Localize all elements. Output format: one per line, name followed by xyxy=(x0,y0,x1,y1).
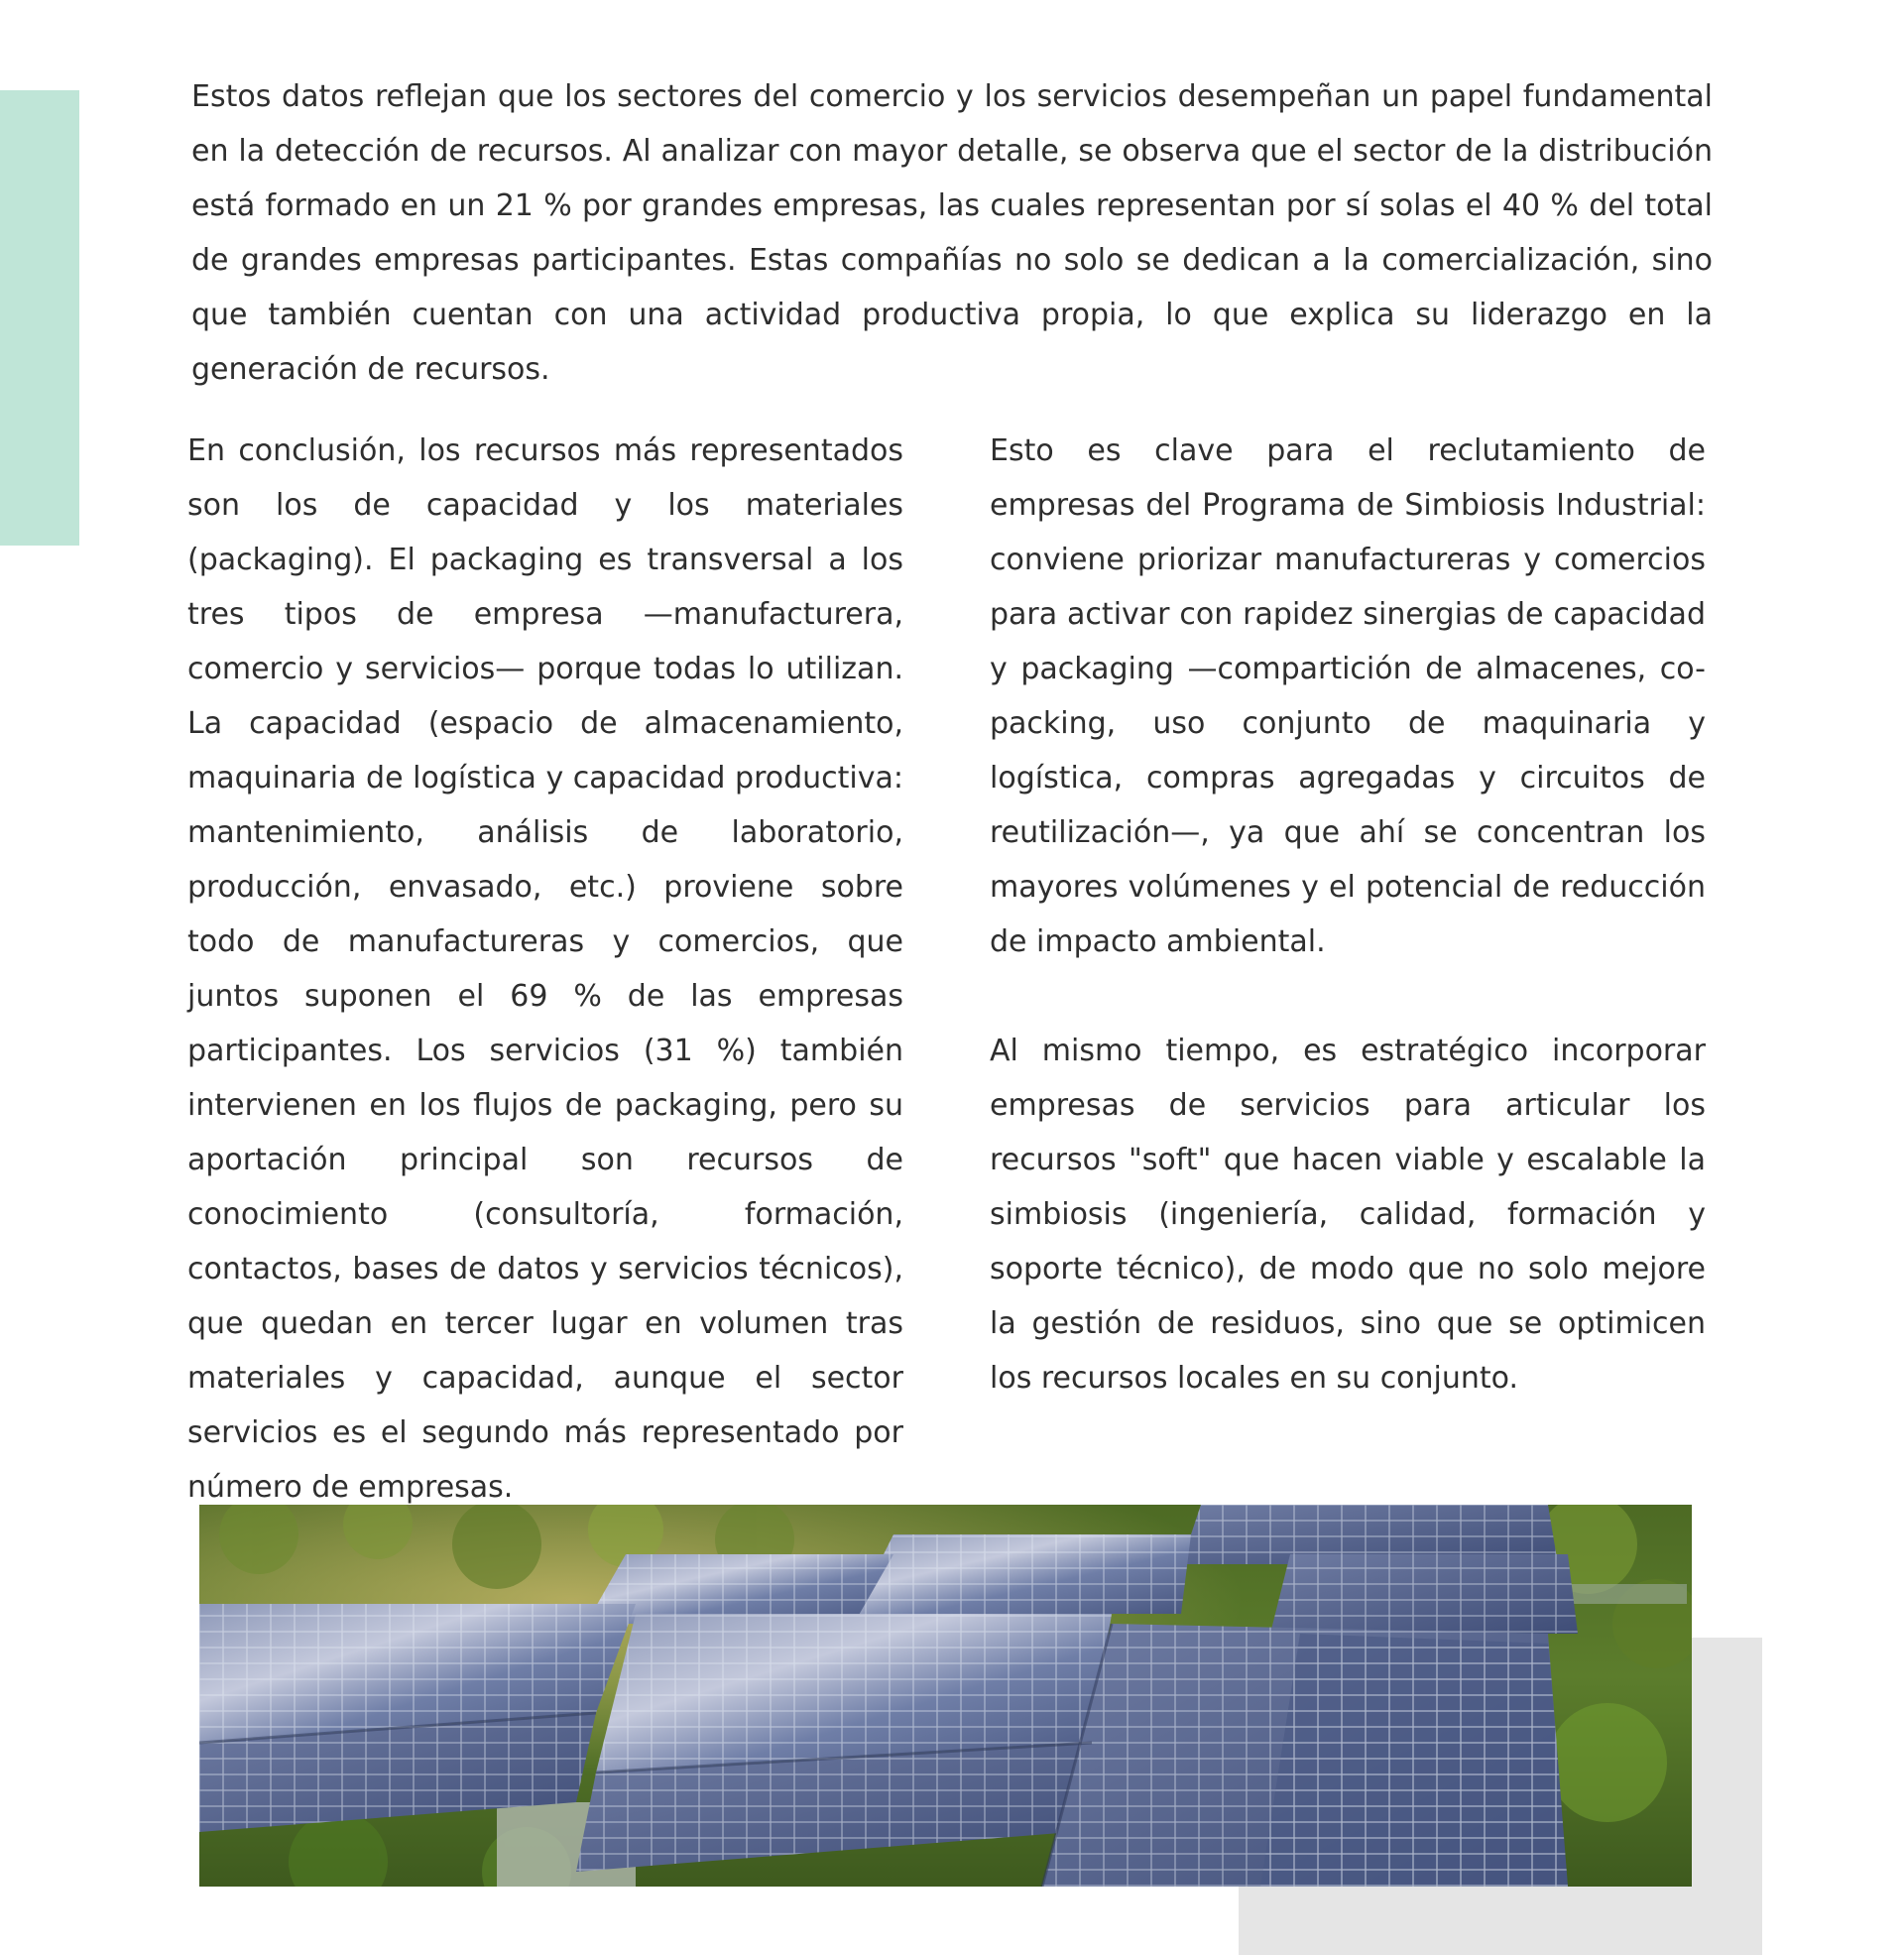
solar-panels-photo xyxy=(199,1505,1692,1887)
right-column xyxy=(990,424,1706,1405)
accent-bar xyxy=(0,90,79,546)
left-column xyxy=(187,424,903,1515)
intro-paragraph: Estos datos reflejan que los sectores del comercio y los servicios desempeñan un papel fundamental en la detección de recursos. Al analizar con mayor detalle, se observa que el sector de la distribución está formado en un 21 % por grandes empresas, las cuales representan por sí solas el 40 % del total de grandes empresas participantes. Estas compañías no solo se dedican a la comercialización, sino que también cuentan con una actividad productiva propia, lo que explica su liderazgo en la generación de recursos. xyxy=(191,79,1713,387)
strategy-paragraph: Al mismo tiempo, es estratégico incorporar empresas de servicios para articular los recursos "soft" que hacen viable y escalable la simbiosis (ingeniería, calidad, formación y soporte técnico), de modo que no solo mejore la gestión de residuos, sino que se optimicen los recursos locales en su conjunto. xyxy=(990,1034,1706,1396)
conclusion-paragraph: En conclusión, los recursos más representados son los de capacidad y los materiales (packaging). El packaging es transversal a los tres tipos de empresa —manufacturera, comercio y servicios— porque todas lo utilizan. La capacidad (espacio de almacenamiento, maquinaria de logística y capacidad productiva: mantenimiento, análisis de laboratorio, producción, envasado, etc.) proviene sobre todo de manufactureras y comercios, que juntos suponen el 69 % de las empresas participantes. Los servicios (31 %) también intervienen en los flujos de packaging, pero su aportación principal son recursos de conocimiento (consultoría, formación, contactos, bases de datos y servicios técnicos), que quedan en tercer lugar en volumen tras materiales y capacidad, aunque el sector servicios es el segundo más representado por número de empresas. xyxy=(187,433,903,1505)
recruitment-paragraph: Esto es clave para el reclutamiento de empresas del Programa de Simbiosis Industrial: conviene priorizar manufactureras y comercios para activar con rapidez sinergias de capacidad y packaging —compartición de almacenes, co-packing, uso conjunto de maquinaria y logística, compras agregadas y circuitos de reutilización—, ya que ahí se concentran los mayores volúmenes y el potencial de reducción de impacto ambiental. xyxy=(990,433,1706,959)
